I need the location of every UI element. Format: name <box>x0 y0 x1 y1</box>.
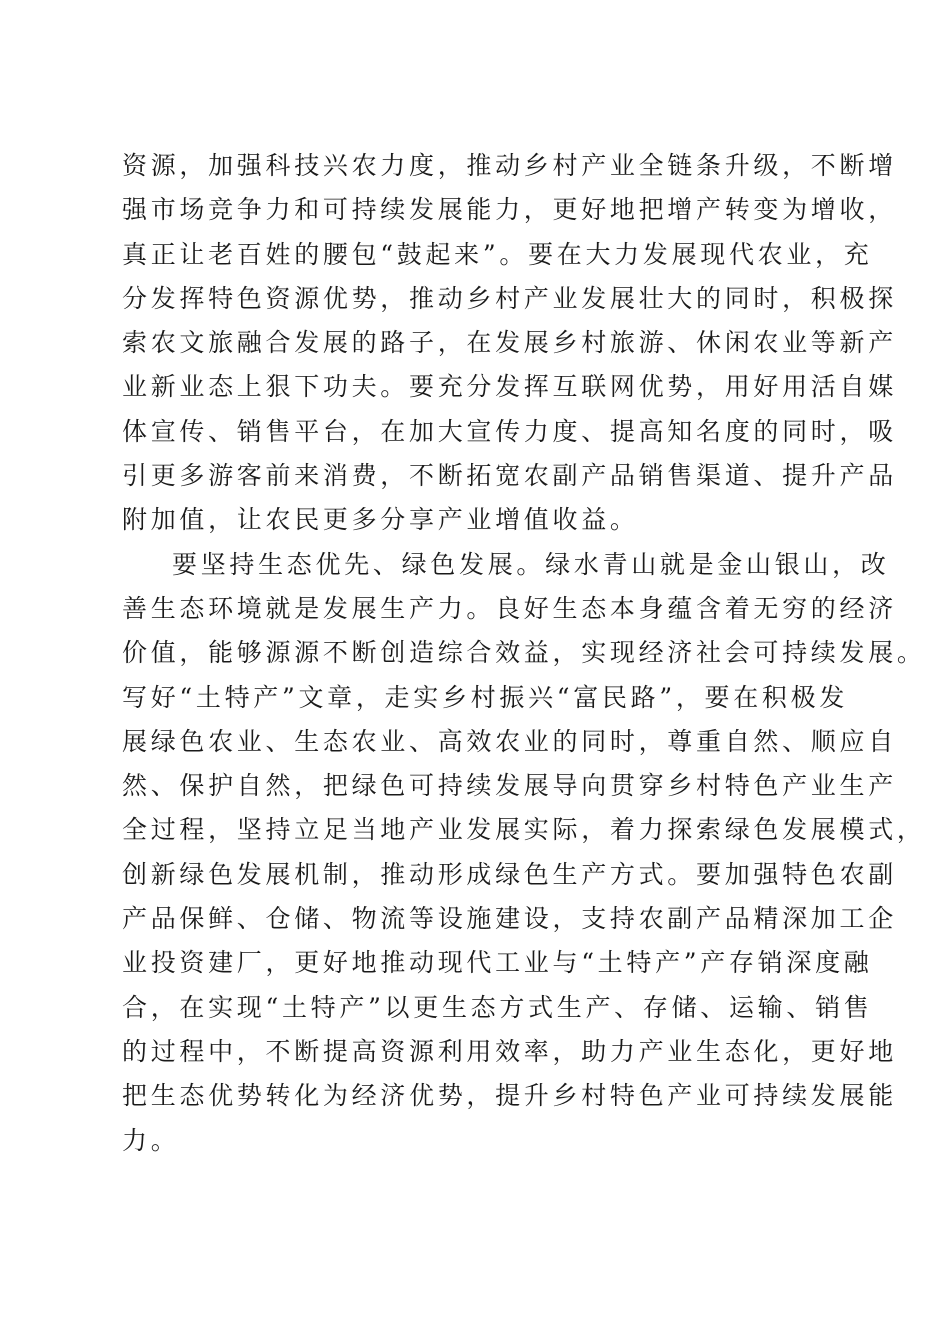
text-line: 展绿色农业、生态农业、高效农业的同时，尊重自然、顺应自 <box>122 726 897 756</box>
text-line: 力。 <box>122 1125 180 1155</box>
text-line: 创新绿色发展机制，推动形成绿色生产方式。要加强特色农副 <box>122 859 897 889</box>
text-line: 业新业态上狠下功夫。要充分发挥互联网优势，用好用活自媒 <box>122 372 897 402</box>
text-line: 然、保护自然，把绿色可持续发展导向贯穿乡村特色产业生产 <box>122 771 897 801</box>
text-line: 强市场竞争力和可持续发展能力，更好地把增产转变为增收， <box>122 195 897 225</box>
text-line: 体宣传、销售平台，在加大宣传力度、提高知名度的同时，吸 <box>122 416 897 446</box>
text-line: 的过程中，不断提高资源利用效率，助力产业生态化，更好地 <box>122 1036 897 1066</box>
text-line: 写好“土特产”文章，走实乡村振兴“富民路”，要在积极发 <box>122 682 849 712</box>
text-line: 全过程，坚持立足当地产业发展实际，着力探索绿色发展模式， <box>122 815 926 845</box>
text-line: 把生态优势转化为经济优势，提升乡村特色产业可持续发展能 <box>122 1081 897 1111</box>
text-line: 产品保鲜、仓储、物流等设施建设，支持农副产品精深加工企 <box>122 904 897 934</box>
text-line: 业投资建厂，更好地推动现代工业与“土特产”产存销深度融 <box>122 948 873 978</box>
text-line-first-indented: 要坚持生态优先、绿色发展。绿水青山就是金山银山，改 <box>172 549 890 579</box>
paragraph-1 <box>122 144 897 543</box>
paragraph-2 <box>122 543 926 1163</box>
text-line: 价值，能够源源不断创造综合效益，实现经济社会可持续发展。 <box>122 638 926 668</box>
text-line: 索农文旅融合发展的路子，在发展乡村旅游、休闲农业等新产 <box>122 328 897 358</box>
text-line: 合，在实现“土特产”以更生态方式生产、存储、运输、销售 <box>122 992 873 1022</box>
text-line: 资源，加强科技兴农力度，推动乡村产业全链条升级，不断增 <box>122 151 897 180</box>
text-line: 分发挥特色资源优势，推动乡村产业发展壮大的同时，积极探 <box>122 283 897 313</box>
text-line: 善生态环境就是发展生产力。良好生态本身蕴含着无穷的经济 <box>122 593 897 623</box>
document-body <box>122 144 926 1163</box>
text-line: 真正让老百姓的腰包“鼓起来”。要在大力发展现代农业，充 <box>122 239 873 269</box>
text-line: 附加值，让农民更多分享产业增值收益。 <box>122 505 639 535</box>
text-line: 引更多游客前来消费，不断拓宽农副产品销售渠道、提升产品 <box>122 461 897 491</box>
